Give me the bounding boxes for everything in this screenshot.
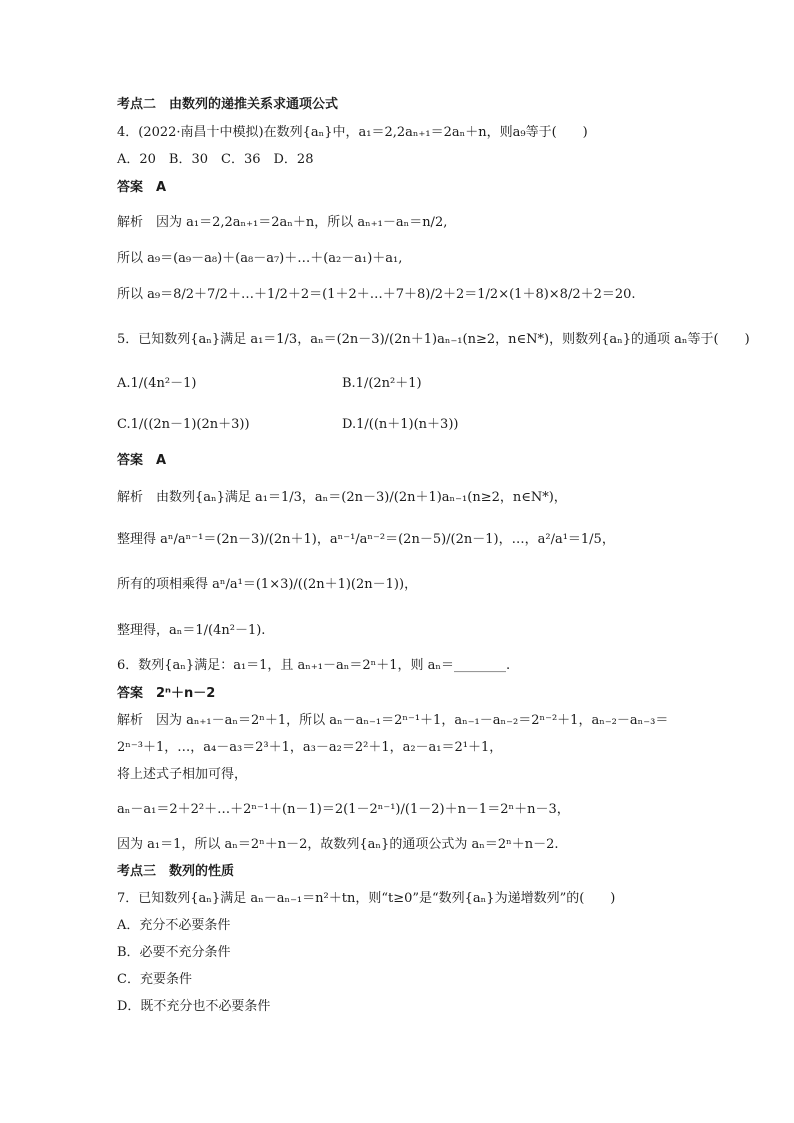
question-5-option-a: A.1/(4n²－1) — [117, 376, 197, 391]
question-7-option-b: B．必要不充分条件 — [117, 945, 231, 960]
section-title-3: 考点三 数列的性质 — [117, 864, 235, 879]
question-4-analysis-1: 解析 因为 a₁＝2,2aₙ₊₁＝2aₙ＋n，所以 aₙ₊₁－aₙ＝n/2, — [117, 215, 448, 230]
question-6-analysis-5: 因为 a₁＝1，所以 aₙ＝2ⁿ＋n－2，故数列{aₙ}的通项公式为 aₙ＝2ⁿ＋n－2. — [117, 837, 559, 852]
question-7-option-a: A．充分不必要条件 — [117, 918, 231, 933]
question-5-option-c: C.1/((2n－1)(2n＋3)) — [117, 417, 250, 432]
question-5-option-b: B.1/(2n²＋1) — [342, 376, 422, 391]
question-6-answer: 答案 2ⁿ＋n－2 — [117, 686, 216, 701]
question-5-answer: 答案 A — [117, 453, 167, 468]
question-7-option-d: D．既不充分也不必要条件 — [117, 999, 271, 1014]
question-4-stem: 4．(2022·南昌十中模拟)在数列{aₙ}中，a₁＝2,2aₙ₊₁＝2aₙ＋n，则a₉等于( ) — [117, 125, 588, 140]
question-6-stem: 6．数列{aₙ}满足：a₁＝1，且 aₙ₊₁－aₙ＝2ⁿ＋1，则 aₙ＝________. — [117, 658, 511, 673]
question-4-answer: 答案 A — [117, 180, 167, 195]
question-6-analysis-2: 2ⁿ⁻³＋1，…，a₄－a₃＝2³＋1，a₃－a₂＝2²＋1，a₂－a₁＝2¹＋1， — [117, 740, 503, 755]
question-6-analysis-3: 将上述式子相加可得， — [117, 767, 248, 782]
question-7-option-c: C．充要条件 — [117, 972, 192, 987]
question-4-analysis-2: 所以 a₉＝(a₉－a₈)＋(a₈－a₇)＋…＋(a₂－a₁)＋a₁, — [117, 251, 403, 266]
question-7-stem: 7．已知数列{aₙ}满足 aₙ－aₙ₋₁＝n²＋tn，则“t≥0”是“数列{aₙ}为递增数列”的( ) — [117, 891, 616, 906]
question-5-analysis-4: 整理得，aₙ＝1/(4n²－1). — [117, 623, 266, 638]
question-5-stem: 5．已知数列{aₙ}满足 a₁＝1/3，aₙ＝(2n－3)/(2n＋1)aₙ₋₁(n≥2，n∈N*)，则数列{aₙ}的通项 aₙ等于( ) — [117, 332, 750, 347]
question-5-analysis-3: 所有的项相乘得 aⁿ/a¹＝(1×3)/((2n＋1)(2n－1))， — [117, 577, 418, 592]
question-5-analysis-2: 整理得 aⁿ/aⁿ⁻¹＝(2n－3)/(2n＋1)，aⁿ⁻¹/aⁿ⁻²＝(2n－5)/(2n－1)，…，a²/a¹＝1/5， — [117, 532, 615, 547]
question-5-analysis-1: 解析 由数列{aₙ}满足 a₁＝1/3，aₙ＝(2n－3)/(2n＋1)aₙ₋₁(n≥2，n∈N*)， — [117, 490, 567, 505]
question-5-option-d: D.1/((n＋1)(n＋3)) — [342, 417, 459, 432]
question-4-analysis-3: 所以 a₉＝8/2＋7/2＋…＋1/2＋2＝(1＋2＋…＋7＋8)/2＋2＝1/2×(1＋8)×8/2＋2＝20. — [117, 287, 636, 302]
question-4-options: A．20 B．30 C．36 D．28 — [117, 152, 314, 167]
question-6-analysis-1: 解析 因为 aₙ₊₁－aₙ＝2ⁿ＋1，所以 aₙ－aₙ₋₁＝2ⁿ⁻¹＋1，aₙ₋₁－aₙ₋₂＝2ⁿ⁻²＋1，aₙ₋₂－aₙ₋₃＝ — [117, 713, 669, 728]
question-6-analysis-4: aₙ－a₁＝2＋2²＋…＋2ⁿ⁻¹＋(n－1)＝2(1－2ⁿ⁻¹)/(1－2)＋n－1＝2ⁿ＋n－3， — [117, 802, 570, 817]
section-title-2: 考点二 由数列的递推关系求通项公式 — [117, 97, 339, 112]
